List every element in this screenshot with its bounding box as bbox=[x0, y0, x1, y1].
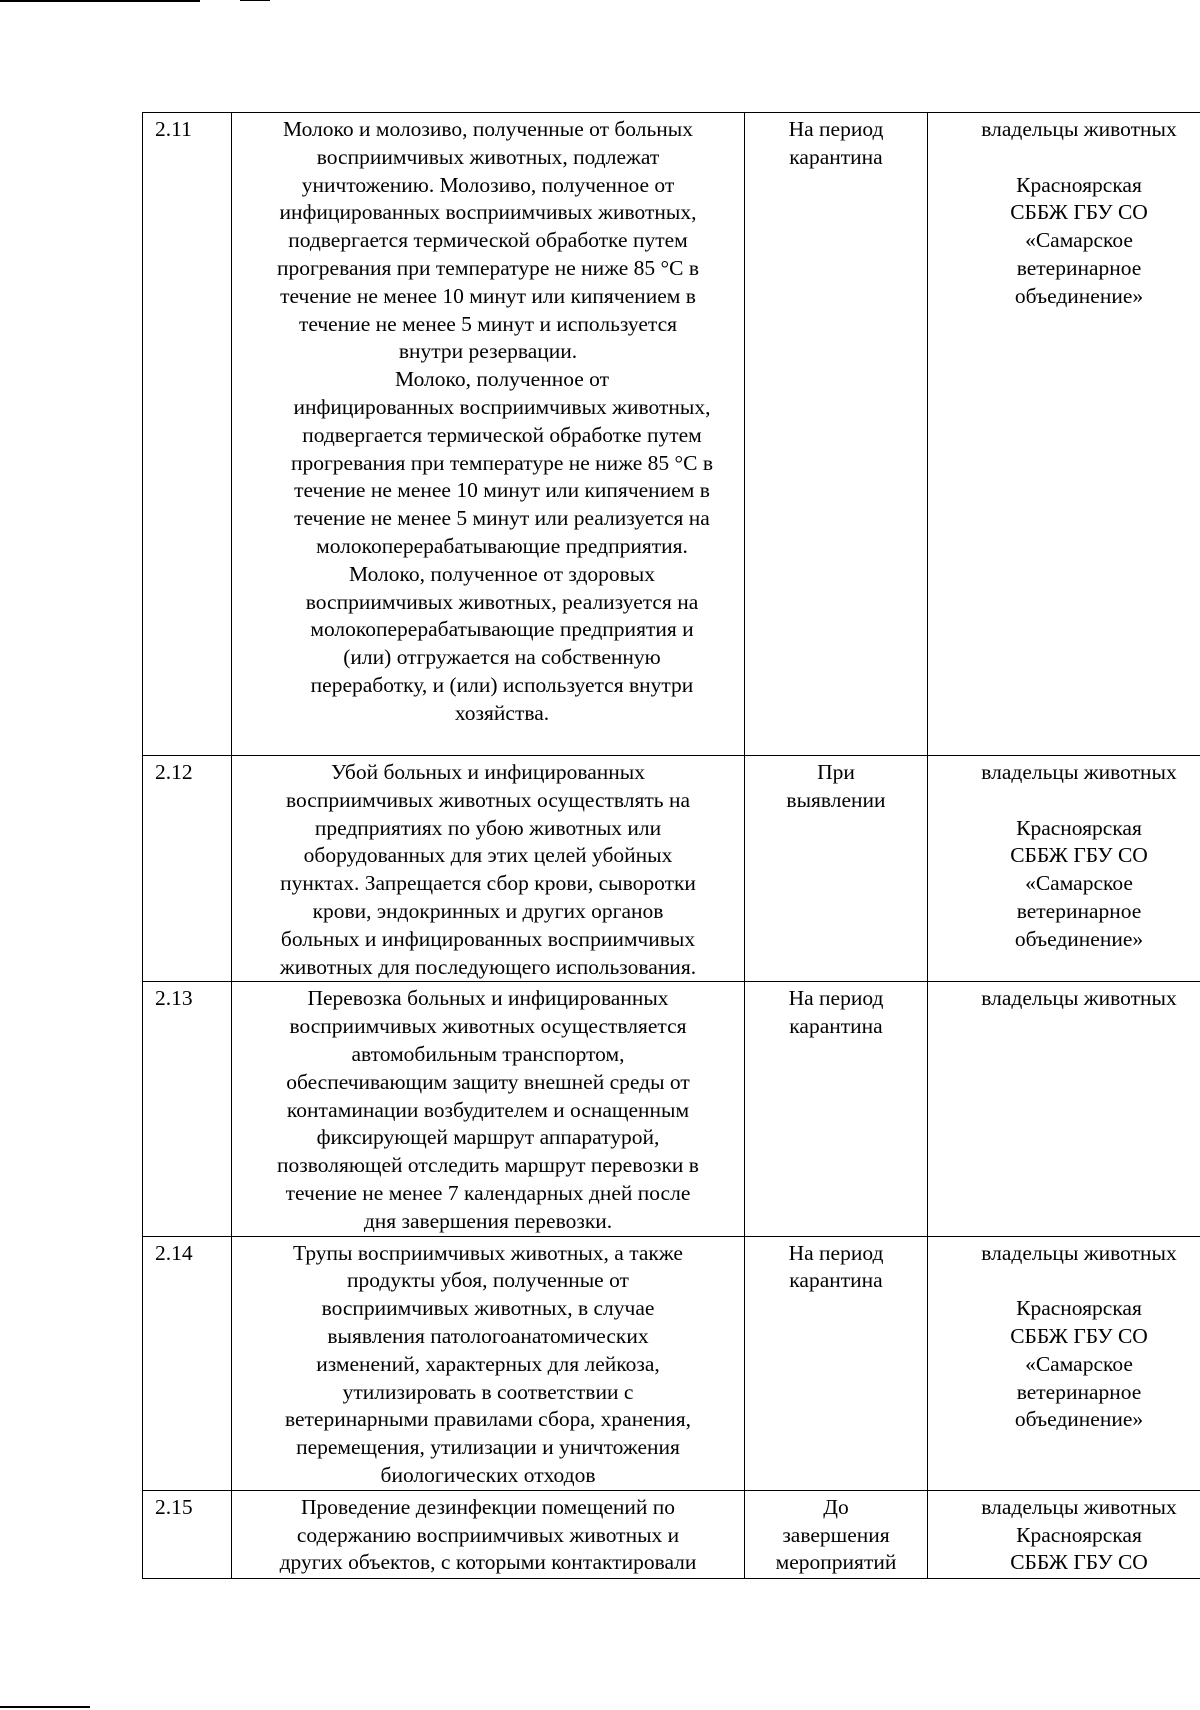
item-number: 2.14 bbox=[143, 1236, 232, 1490]
owner-text: владельцы животных bbox=[981, 986, 1177, 1011]
organization-text: Красноярская СББЖ ГБУ СО «Самарское ветеринарное объединение» bbox=[1010, 172, 1148, 308]
table-row bbox=[143, 113, 1200, 756]
organization-text: Красноярская СББЖ ГБУ СО «Самарское ветеринарное объединение» bbox=[1010, 815, 1148, 951]
term-cell bbox=[745, 113, 928, 756]
term-cell bbox=[745, 756, 928, 982]
paragraph: Молоко, полученное от здоровых восприимчивых животных, реализуется на молокоперерабатывающие предприятия и (или) отгружается на собственную переработку, и (или) используется внутри хозяйства. bbox=[305, 561, 699, 725]
scan-edge-mark bbox=[240, 0, 270, 1]
measure-description bbox=[232, 1236, 745, 1490]
table-row bbox=[143, 756, 1200, 982]
owner-text: владельцы животных bbox=[981, 760, 1177, 784]
spacer bbox=[934, 144, 1200, 172]
term-cell bbox=[745, 1490, 928, 1578]
table-row bbox=[143, 1236, 1200, 1490]
spacer bbox=[934, 787, 1200, 815]
item-number: 2.12 bbox=[143, 756, 232, 982]
organization-text: Красноярская СББЖ ГБУ СО bbox=[1010, 1522, 1148, 1575]
owner-text: владельцы животных bbox=[981, 1494, 1177, 1519]
scan-edge-mark bbox=[0, 0, 200, 2]
responsible-cell bbox=[928, 1236, 1200, 1490]
item-number: 2.11 bbox=[143, 113, 232, 756]
owner-text: владельцы животных bbox=[981, 117, 1177, 141]
measure-description bbox=[232, 1490, 745, 1578]
term-text: При выявлении bbox=[786, 760, 886, 812]
organization-text: Красноярская СББЖ ГБУ СО «Самарское ветеринарное объединение» bbox=[1010, 1296, 1148, 1432]
paragraph: Проведение дезинфекции помещений по содержанию восприимчивых животных и других объектов, с которыми контактировали bbox=[279, 1494, 697, 1575]
measure-description bbox=[232, 982, 745, 1236]
paragraph: Убой больных и инфицированных восприимчивых животных осуществлять на предприятиях по убою животных или оборудованных для этих целей убойных пунктах. Запрещается сбор крови, сыворотки крови, эндокринных и других органов больных и инфицированных восприимчивых животных для последующего использования. bbox=[279, 760, 697, 979]
measure-description bbox=[232, 756, 745, 982]
item-number: 2.13 bbox=[143, 982, 232, 1236]
table-row bbox=[143, 1490, 1200, 1578]
measures-table bbox=[142, 112, 1200, 1579]
measure-description bbox=[232, 113, 745, 756]
spacer bbox=[934, 1267, 1200, 1295]
responsible-cell bbox=[928, 1490, 1200, 1578]
responsible-cell bbox=[928, 756, 1200, 982]
responsible-cell bbox=[928, 982, 1200, 1236]
item-number: 2.15 bbox=[143, 1490, 232, 1578]
term-cell bbox=[745, 1236, 928, 1490]
term-cell bbox=[745, 982, 928, 1236]
term-text: На период карантина bbox=[788, 1240, 884, 1293]
paragraph: Перевозка больных и инфицированных восприимчивых животных осуществляется автомобильным транспортом, обеспечивающим защиту внешней среды от контаминации возбудителем и оснащенным фиксирующей маршрут аппаратурой, позволяющей отследить маршрут перевозки в течение не менее 7 календарных дней после дня завершения перевозки. bbox=[277, 986, 699, 1233]
paragraph: Молоко, полученное от инфицированных восприимчивых животных, подвергается термической обработке путем прогревания при температуре не ниже 85 °С в течение не менее 10 минут или кипячением в течение не менее 5 минут или реализуется на молокоперерабатывающие предприятия. bbox=[290, 367, 714, 558]
table-row bbox=[143, 982, 1200, 1236]
term-text: До завершения мероприятий bbox=[775, 1494, 897, 1575]
term-text: На период карантина bbox=[788, 117, 884, 169]
paragraph: Трупы восприимчивых животных, а также продукты убоя, полученные от восприимчивых животных, в случае выявления патологоанатомических изменений, характерных для лейкоза, утилизировать в соответствии с ветеринарными правилами сбора, хранения, перемещения, утилизации и уничтожения биологических отходов bbox=[284, 1240, 692, 1487]
paragraph: Молоко и молозиво, полученные от больных восприимчивых животных, подлежат уничтожению. Молозиво, полученное от инфицированных восприимчивых животных, подвергается термической обработке путем прогревания при температуре не ниже 85 °С в течение не менее 10 минут или кипячением в течение не менее 5 минут и используется внутри резервации. bbox=[276, 117, 700, 364]
owner-text: владельцы животных bbox=[981, 1240, 1177, 1265]
responsible-cell bbox=[928, 113, 1200, 756]
scan-edge-mark bbox=[0, 1706, 90, 1708]
term-text: На период карантина bbox=[788, 986, 884, 1039]
